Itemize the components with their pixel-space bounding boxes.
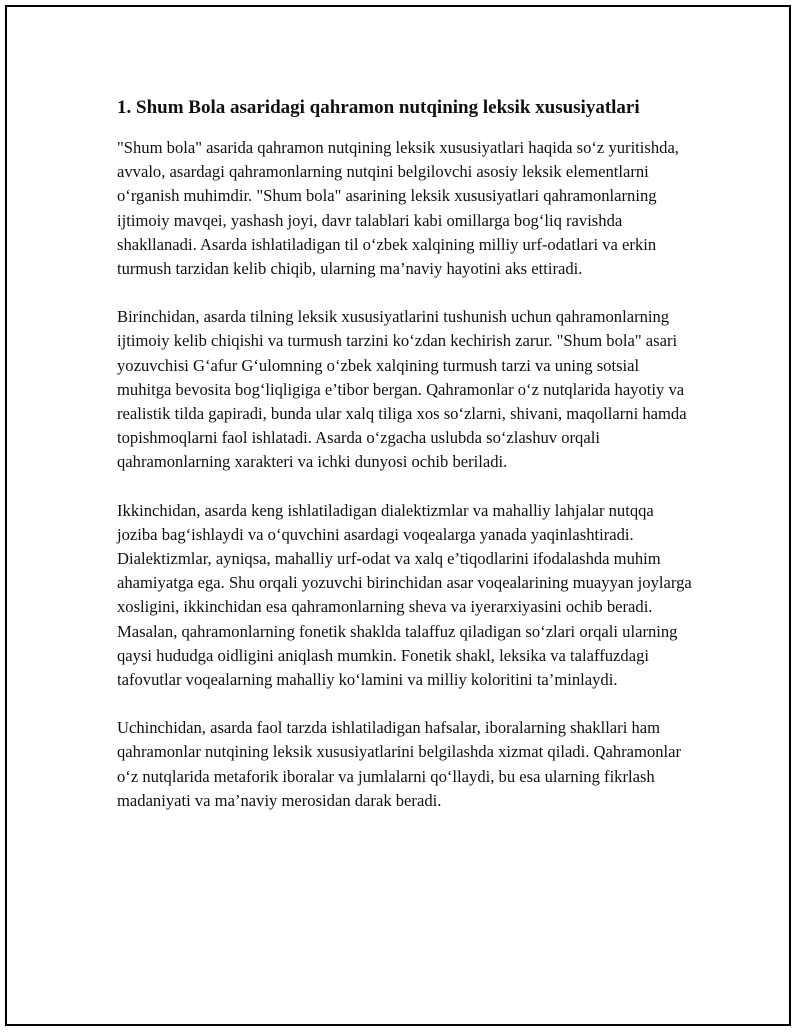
document-body xyxy=(117,94,692,837)
paragraph-third: Uchinchidan, asarda faol tarzda ishlatiladigan hafsalar, iboralarning shakllari ham qahramonlar nutqining leksik xususiyatlarini belgilashda xizmat qiladi. Qahramonlar o‘z nutqlarida metaforik iboralar va jumlalarni qo‘llaydi, bu esa ularning fikrlash madaniyati va ma’naviy merosidan darak beradi. xyxy=(117,718,682,810)
section-heading: 1. Shum Bola asaridagi qahramon nutqining leksik xususiyatlari xyxy=(117,97,640,118)
paragraph-intro: "Shum bola" asarida qahramon nutqining leksik xususiyatlari haqida so‘z yuritishda, avvalo, asardagi qahramonlarning nutqini belgilovchi asosiy leksik elementlarni o‘rganish muhimdir. "Shum bola" asarining leksik xususiyatlari qahramonlarning ijtimoiy mavqei, yashash joyi, davr talablari kabi omillarga bog‘liq ravishda shakllanadi. Asarda ishlatiladigan til o‘zbek xalqining milliy urf-odatlari va erkin turmush tarzidan kelib chiqib, ularning ma’naviy hayotini aks ettiradi. xyxy=(117,138,679,279)
paragraph-first: Birinchidan, asarda tilning leksik xususiyatlarini tushunish uchun qahramonlarning ijtimoiy kelib chiqishi va turmush tarzini ko‘zdan kechirish zarur. "Shum bola" asari yozuvchisi G‘afur G‘ulomning o‘zbek xalqining turmush tarzi va uning sotsial muhitga bevosita bog‘liqligiga e’tibor bergan. Qahramonlar o‘z nutqlarida hayotiy va realistik tilda gapiradi, bunda ular xalq tiliga xos so‘zlarni, shivani, maqollarni hamda topishmoqlarni faol ishlatadi. Asarda o‘zgacha uslubda so‘zlashuv orqali qahramonlarning xarakteri va ichki dunyosi ochib beriladi. xyxy=(117,307,687,472)
paragraph-second: Ikkinchidan, asarda keng ishlatiladigan dialektizmlar va mahalliy lahjalar nutqqa joziba bag‘ishlaydi va o‘quvchini asardagi voqealarga yanada yaqinlashtiradi. Dialektizmlar, ayniqsa, mahalliy urf-odat va xalq e’tiqodlarini ifodalashda muhim ahamiyatga ega. Shu orqali yozuvchi birinchidan asar voqealarining muayyan joylarga xosligini, ikkinchidan esa qahramonlarning sheva va iyerarxiyasini ochib beradi. Masalan, qahramonlarning fonetik shaklda talaffuz qiladigan so‘zlari orqali ularning qaysi hududga oidligini aniqlash mumkin. Fonetik shakl, leksika va talaffuzdagi tafovutlar voqealarning mahalliy ko‘lamini va milliy koloritini ta’minlaydi. xyxy=(117,500,692,690)
